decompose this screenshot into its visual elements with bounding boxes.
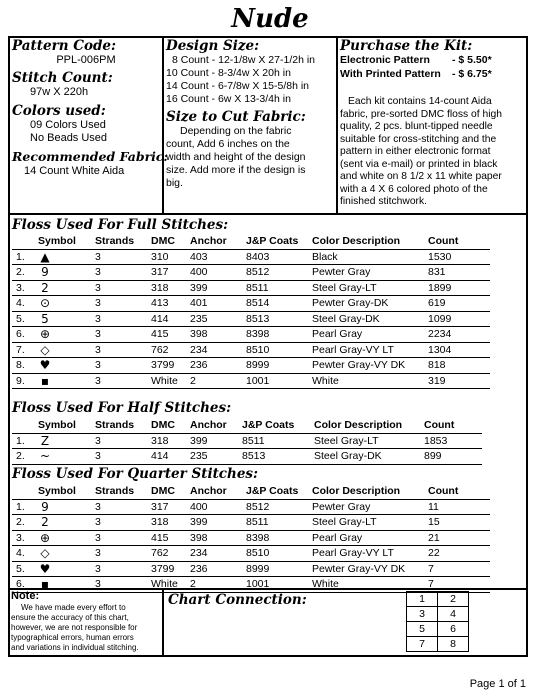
stitch-symbol-icon: ~ bbox=[39, 449, 51, 464]
jp-coats-cell: 8398 bbox=[242, 530, 308, 546]
table-row bbox=[12, 515, 490, 531]
table-row bbox=[12, 530, 490, 546]
anchor-cell: 400 bbox=[186, 499, 242, 515]
count-cell: 831 bbox=[424, 265, 490, 281]
stitch-symbol bbox=[34, 449, 91, 465]
count-cell: 619 bbox=[424, 296, 490, 312]
anchor-cell: 398 bbox=[186, 327, 242, 343]
purchase-kit-heading: Purchase the Kit: bbox=[340, 38, 473, 54]
row-index: 8. bbox=[12, 358, 34, 374]
column-header: J&P Coats bbox=[238, 418, 310, 433]
table-body bbox=[12, 249, 490, 389]
column-header: Anchor bbox=[186, 234, 242, 249]
size-to-cut-line: big. bbox=[166, 177, 183, 189]
design-size-heading: Design Size: bbox=[166, 38, 260, 54]
table-header-row bbox=[12, 484, 490, 499]
stitch-symbol bbox=[34, 327, 91, 343]
column-header: Symbol bbox=[34, 418, 91, 433]
color-description-cell: White bbox=[308, 373, 424, 389]
strands-cell: 3 bbox=[91, 433, 147, 449]
column-header: Strands bbox=[91, 418, 147, 433]
count-cell: 1853 bbox=[420, 433, 482, 449]
jp-coats-cell: 8514 bbox=[242, 296, 308, 312]
design-size-line: 10 Count - 8-3/4w X 20h in bbox=[166, 67, 291, 79]
page-title: Nude bbox=[231, 4, 309, 34]
full-stitches-heading: Floss Used For Full Stitches: bbox=[12, 217, 229, 233]
design-size-line: 16 Count - 6w X 13-3/4h in bbox=[166, 93, 291, 105]
stitch-symbol-icon: 9 bbox=[41, 265, 49, 280]
color-description-cell: Steel Gray-LT bbox=[308, 280, 424, 296]
chart-connection-row bbox=[407, 637, 469, 652]
column-header: DMC bbox=[147, 418, 186, 433]
table-row bbox=[12, 280, 490, 296]
dmc-cell: White bbox=[147, 373, 186, 389]
count-cell: 1099 bbox=[424, 311, 490, 327]
design-size-line: 14 Count - 6-7/8w X 15-5/8h in bbox=[166, 80, 310, 92]
dmc-cell: White bbox=[147, 577, 186, 593]
note-line: and variations in individual stitching. bbox=[11, 643, 139, 652]
size-to-cut-heading: Size to Cut Fabric: bbox=[166, 109, 306, 125]
kit-description-line: and white on 8 1/2 x 11 white paper bbox=[340, 171, 502, 182]
column-header: Color Description bbox=[310, 418, 420, 433]
count-cell: 11 bbox=[424, 499, 490, 515]
dmc-cell: 318 bbox=[147, 515, 186, 531]
row-index: 5. bbox=[12, 311, 34, 327]
half-stitches-heading: Floss Used For Half Stitches: bbox=[12, 400, 232, 416]
stitch-symbol bbox=[34, 311, 91, 327]
anchor-cell: 234 bbox=[186, 546, 242, 562]
jp-coats-cell: 8511 bbox=[238, 433, 310, 449]
stitch-symbol bbox=[34, 561, 91, 577]
dmc-cell: 310 bbox=[147, 249, 186, 265]
note-heading: Note: bbox=[11, 590, 40, 602]
full-stitches-table bbox=[12, 234, 490, 389]
kit-description-line: suitable for cross-stitching and the bbox=[340, 133, 497, 145]
stitch-symbol-icon: ⊕ bbox=[39, 327, 51, 342]
jp-coats-cell: 8403 bbox=[242, 249, 308, 265]
table-row bbox=[12, 265, 490, 281]
electronic-pattern-amount: - $ 5.50* bbox=[452, 54, 492, 66]
kit-description-line: fabric, pre-sorted DMC floss of high bbox=[340, 108, 502, 120]
design-size-line: 8 Count - 12-1/8w X 27-1/2h in bbox=[172, 54, 316, 66]
column-header-index bbox=[12, 418, 34, 433]
pattern-code-value: PPL-006PM bbox=[56, 54, 116, 66]
stitch-count-value: 97w X 220h bbox=[30, 86, 89, 98]
chart-connection-cell: 5 bbox=[407, 622, 438, 637]
chart-connection-cell: 2 bbox=[438, 592, 469, 607]
size-to-cut-line: size. Add more if the design is bbox=[166, 164, 306, 176]
jp-coats-cell: 1001 bbox=[242, 373, 308, 389]
note-line: ensure the accuracy of this chart, bbox=[11, 613, 129, 622]
count-cell: 1304 bbox=[424, 342, 490, 358]
chart-connection-grid bbox=[406, 591, 469, 652]
info-middle-column bbox=[166, 38, 334, 190]
dmc-cell: 415 bbox=[147, 530, 186, 546]
stitch-symbol-icon: 5 bbox=[41, 311, 49, 326]
stitch-symbol bbox=[34, 280, 91, 296]
printed-pattern-label: With Printed Pattern bbox=[340, 68, 441, 80]
jp-coats-cell: 8513 bbox=[238, 449, 310, 465]
count-cell: 15 bbox=[424, 515, 490, 531]
table-row bbox=[12, 296, 490, 312]
color-description-cell: Pearl Gray-VY LT bbox=[308, 342, 424, 358]
stitch-symbol bbox=[34, 265, 91, 281]
color-description-cell: Black bbox=[308, 249, 424, 265]
color-description-cell: Pewter Gray bbox=[308, 265, 424, 281]
strands-cell: 3 bbox=[91, 561, 147, 577]
stitch-symbol bbox=[34, 249, 91, 265]
kit-description-line: (sent via e-mail) or printed in black bbox=[340, 158, 498, 170]
table-row bbox=[12, 561, 490, 577]
anchor-cell: 400 bbox=[186, 265, 242, 281]
jp-coats-cell: 8512 bbox=[242, 499, 308, 515]
column-header: Anchor bbox=[186, 484, 242, 499]
dmc-cell: 317 bbox=[147, 499, 186, 515]
strands-cell: 3 bbox=[91, 280, 147, 296]
info-right-column bbox=[340, 38, 526, 209]
anchor-cell: 235 bbox=[186, 449, 238, 465]
dmc-cell: 318 bbox=[147, 433, 186, 449]
column-header: Symbol bbox=[34, 234, 91, 249]
anchor-cell: 399 bbox=[186, 280, 242, 296]
strands-cell: 3 bbox=[91, 265, 147, 281]
row-index: 1. bbox=[12, 499, 34, 515]
strands-cell: 3 bbox=[91, 515, 147, 531]
anchor-cell: 2 bbox=[186, 373, 242, 389]
size-to-cut-line: count, Add 6 inches on the bbox=[166, 138, 290, 150]
dmc-cell: 413 bbox=[147, 296, 186, 312]
dmc-cell: 414 bbox=[147, 449, 186, 465]
row-index: 7. bbox=[12, 342, 34, 358]
colors-used-line: 09 Colors Used bbox=[30, 119, 106, 131]
color-description-cell: Steel Gray-LT bbox=[308, 515, 424, 531]
row-index: 4. bbox=[12, 296, 34, 312]
color-description-cell: Pewter Gray-VY DK bbox=[308, 561, 424, 577]
stitch-symbol-icon: Z bbox=[40, 433, 50, 448]
colors-used-heading: Colors used: bbox=[12, 103, 106, 119]
column-header: Strands bbox=[91, 234, 147, 249]
color-description-cell: Steel Gray-DK bbox=[308, 311, 424, 327]
stitch-symbol-icon: ◇ bbox=[40, 342, 50, 357]
anchor-cell: 235 bbox=[186, 311, 242, 327]
color-description-cell: Pewter Gray-DK bbox=[308, 296, 424, 312]
color-description-cell: Pearl Gray bbox=[308, 530, 424, 546]
strands-cell: 3 bbox=[91, 373, 147, 389]
table-row bbox=[12, 449, 482, 465]
row-index: 1. bbox=[12, 433, 34, 449]
count-cell: 1530 bbox=[424, 249, 490, 265]
quarter-stitches-heading: Floss Used For Quarter Stitches: bbox=[12, 466, 259, 482]
column-header: J&P Coats bbox=[242, 484, 308, 499]
jp-coats-cell: 8999 bbox=[242, 358, 308, 374]
jp-coats-cell: 8512 bbox=[242, 265, 308, 281]
size-to-cut-line: Depending on the fabric bbox=[180, 125, 292, 137]
color-description-cell: Pearl Gray-VY LT bbox=[308, 546, 424, 562]
stitch-symbol bbox=[34, 546, 91, 562]
kit-description-line: with a 4 X 6 colored photo of the bbox=[340, 183, 488, 195]
info-left-column bbox=[12, 38, 169, 178]
table-body bbox=[12, 499, 490, 592]
stitch-symbol bbox=[34, 530, 91, 546]
stitch-symbol bbox=[34, 499, 91, 515]
jp-coats-cell: 8999 bbox=[242, 561, 308, 577]
column-header-index bbox=[12, 484, 34, 499]
stitch-count-heading: Stitch Count: bbox=[12, 70, 113, 86]
table-row bbox=[12, 327, 490, 343]
dmc-cell: 3799 bbox=[147, 561, 186, 577]
row-index: 1. bbox=[12, 249, 34, 265]
chart-connection-cell: 1 bbox=[407, 592, 438, 607]
stitch-symbol bbox=[34, 296, 91, 312]
strands-cell: 3 bbox=[91, 327, 147, 343]
count-cell: 7 bbox=[424, 561, 490, 577]
column-header: DMC bbox=[147, 234, 186, 249]
strands-cell: 3 bbox=[91, 499, 147, 515]
note-line: typographical errors, human errors bbox=[11, 633, 134, 642]
stitch-symbol bbox=[34, 515, 91, 531]
column-header: J&P Coats bbox=[242, 234, 308, 249]
column-header: Color Description bbox=[308, 484, 424, 499]
jp-coats-cell: 1001 bbox=[242, 577, 308, 593]
recommended-fabric-value: 14 Count White Aida bbox=[24, 165, 125, 177]
divider bbox=[336, 36, 338, 214]
stitch-symbol-icon: ⊙ bbox=[39, 296, 51, 311]
dmc-cell: 414 bbox=[147, 311, 186, 327]
column-header: Count bbox=[420, 418, 482, 433]
row-index: 3. bbox=[12, 280, 34, 296]
anchor-cell: 236 bbox=[186, 561, 242, 577]
anchor-cell: 236 bbox=[186, 358, 242, 374]
divider bbox=[162, 36, 164, 214]
jp-coats-cell: 8511 bbox=[242, 515, 308, 531]
printed-pattern-price bbox=[340, 68, 526, 82]
stitch-symbol-icon: ⊕ bbox=[39, 530, 51, 545]
row-index: 3. bbox=[12, 530, 34, 546]
kit-description-line: quality, 2 pcs. blunt-tipped needle bbox=[340, 121, 493, 132]
table-header-row bbox=[12, 418, 482, 433]
table-row bbox=[12, 249, 490, 265]
stitch-symbol-icon: 2 bbox=[41, 280, 49, 295]
size-to-cut-line: width and height of the design bbox=[166, 151, 306, 163]
row-index: 5. bbox=[12, 561, 34, 577]
strands-cell: 3 bbox=[91, 358, 147, 374]
anchor-cell: 398 bbox=[186, 530, 242, 546]
count-cell: 319 bbox=[424, 373, 490, 389]
jp-coats-cell: 8510 bbox=[242, 546, 308, 562]
jp-coats-cell: 8398 bbox=[242, 327, 308, 343]
stitch-symbol-icon: ▪ bbox=[40, 373, 50, 388]
anchor-cell: 399 bbox=[186, 515, 242, 531]
table-row bbox=[12, 358, 490, 374]
color-description-cell: Steel Gray-DK bbox=[310, 449, 420, 465]
table-row bbox=[12, 546, 490, 562]
strands-cell: 3 bbox=[91, 577, 147, 593]
row-index: 9. bbox=[12, 373, 34, 389]
note-section bbox=[11, 590, 161, 653]
anchor-cell: 403 bbox=[186, 249, 242, 265]
color-description-cell: White bbox=[308, 577, 424, 593]
chart-connection-row bbox=[407, 592, 469, 607]
count-cell: 818 bbox=[424, 358, 490, 374]
row-index: 6. bbox=[12, 327, 34, 343]
dmc-cell: 3799 bbox=[147, 358, 186, 374]
row-index: 2. bbox=[12, 265, 34, 281]
chart-connection-heading: Chart Connection: bbox=[168, 592, 307, 608]
chart-connection-row bbox=[407, 607, 469, 622]
count-cell: 7 bbox=[424, 577, 490, 593]
table-header-row bbox=[12, 234, 490, 249]
stitch-symbol bbox=[34, 342, 91, 358]
count-cell: 2234 bbox=[424, 327, 490, 343]
table-row bbox=[12, 499, 490, 515]
electronic-pattern-price bbox=[340, 54, 526, 68]
note-line: We have made every effort to bbox=[21, 603, 126, 612]
strands-cell: 3 bbox=[91, 342, 147, 358]
stitch-symbol-icon: ▪ bbox=[40, 577, 50, 592]
strands-cell: 3 bbox=[91, 546, 147, 562]
table-body bbox=[12, 433, 482, 464]
chart-connection-cell: 4 bbox=[438, 607, 469, 622]
kit-description-line: finished stitchwork. bbox=[340, 196, 427, 207]
column-header: Count bbox=[424, 484, 490, 499]
pattern-code-heading: Pattern Code: bbox=[12, 38, 116, 54]
recommended-fabric-heading: Recommended Fabric: bbox=[12, 149, 169, 164]
chart-connection-row bbox=[407, 622, 469, 637]
divider bbox=[8, 213, 528, 215]
divider bbox=[162, 588, 164, 657]
strands-cell: 3 bbox=[91, 311, 147, 327]
column-header: Symbol bbox=[34, 484, 91, 499]
stitch-symbol-icon: 9 bbox=[41, 499, 49, 514]
strands-cell: 3 bbox=[91, 530, 147, 546]
stitch-symbol-icon: ▲ bbox=[40, 249, 50, 264]
strands-cell: 3 bbox=[91, 449, 147, 465]
row-index: 4. bbox=[12, 546, 34, 562]
strands-cell: 3 bbox=[91, 249, 147, 265]
page-number: Page 1 of 1 bbox=[469, 678, 526, 690]
row-index: 2. bbox=[12, 449, 34, 465]
table-row bbox=[12, 342, 490, 358]
color-description-cell: Pewter Gray-VY DK bbox=[308, 358, 424, 374]
count-cell: 21 bbox=[424, 530, 490, 546]
count-cell: 899 bbox=[420, 449, 482, 465]
dmc-cell: 317 bbox=[147, 265, 186, 281]
column-header: Strands bbox=[91, 484, 147, 499]
stitch-symbol bbox=[34, 358, 91, 374]
printed-pattern-amount: - $ 6.75* bbox=[452, 68, 492, 80]
count-cell: 22 bbox=[424, 546, 490, 562]
kit-description-line: pattern in either electronic format bbox=[340, 146, 491, 157]
count-cell: 1899 bbox=[424, 280, 490, 296]
jp-coats-cell: 8510 bbox=[242, 342, 308, 358]
column-header: DMC bbox=[147, 484, 186, 499]
column-header: Anchor bbox=[186, 418, 238, 433]
column-header: Count bbox=[424, 234, 490, 249]
table-row bbox=[12, 373, 490, 389]
anchor-cell: 399 bbox=[186, 433, 238, 449]
stitch-symbol bbox=[34, 433, 91, 449]
column-header: Color Description bbox=[308, 234, 424, 249]
strands-cell: 3 bbox=[91, 296, 147, 312]
color-description-cell: Pearl Gray bbox=[308, 327, 424, 343]
chart-connection-cell: 7 bbox=[407, 637, 438, 652]
row-index: 6. bbox=[12, 577, 34, 593]
jp-coats-cell: 8511 bbox=[242, 280, 308, 296]
stitch-symbol-icon: ◇ bbox=[40, 546, 50, 561]
table-row bbox=[12, 433, 482, 449]
chart-connection-cell: 6 bbox=[438, 622, 469, 637]
chart-connection-cell: 3 bbox=[407, 607, 438, 622]
dmc-cell: 318 bbox=[147, 280, 186, 296]
stitch-symbol-icon: 2 bbox=[41, 515, 49, 530]
column-header-index bbox=[12, 234, 34, 249]
dmc-cell: 762 bbox=[147, 342, 186, 358]
anchor-cell: 401 bbox=[186, 296, 242, 312]
anchor-cell: 234 bbox=[186, 342, 242, 358]
beads-used-line: No Beads Used bbox=[30, 132, 108, 144]
quarter-stitches-table bbox=[12, 484, 490, 593]
color-description-cell: Steel Gray-LT bbox=[310, 433, 420, 449]
table-row bbox=[12, 311, 490, 327]
anchor-cell: 2 bbox=[186, 577, 242, 593]
stitch-symbol bbox=[34, 373, 91, 389]
chart-connection-cell: 8 bbox=[438, 637, 469, 652]
electronic-pattern-label: Electronic Pattern bbox=[340, 54, 430, 66]
note-line: however, we are not responsible for bbox=[11, 623, 138, 632]
stitch-symbol-icon: ♥ bbox=[39, 358, 51, 373]
dmc-cell: 415 bbox=[147, 327, 186, 343]
kit-description-line: Each kit contains 14-count Aida bbox=[348, 96, 492, 107]
dmc-cell: 762 bbox=[147, 546, 186, 562]
half-stitches-table bbox=[12, 418, 482, 465]
jp-coats-cell: 8513 bbox=[242, 311, 308, 327]
row-index: 2. bbox=[12, 515, 34, 531]
color-description-cell: Pewter Gray bbox=[308, 499, 424, 515]
stitch-symbol-icon: ♥ bbox=[39, 561, 51, 576]
